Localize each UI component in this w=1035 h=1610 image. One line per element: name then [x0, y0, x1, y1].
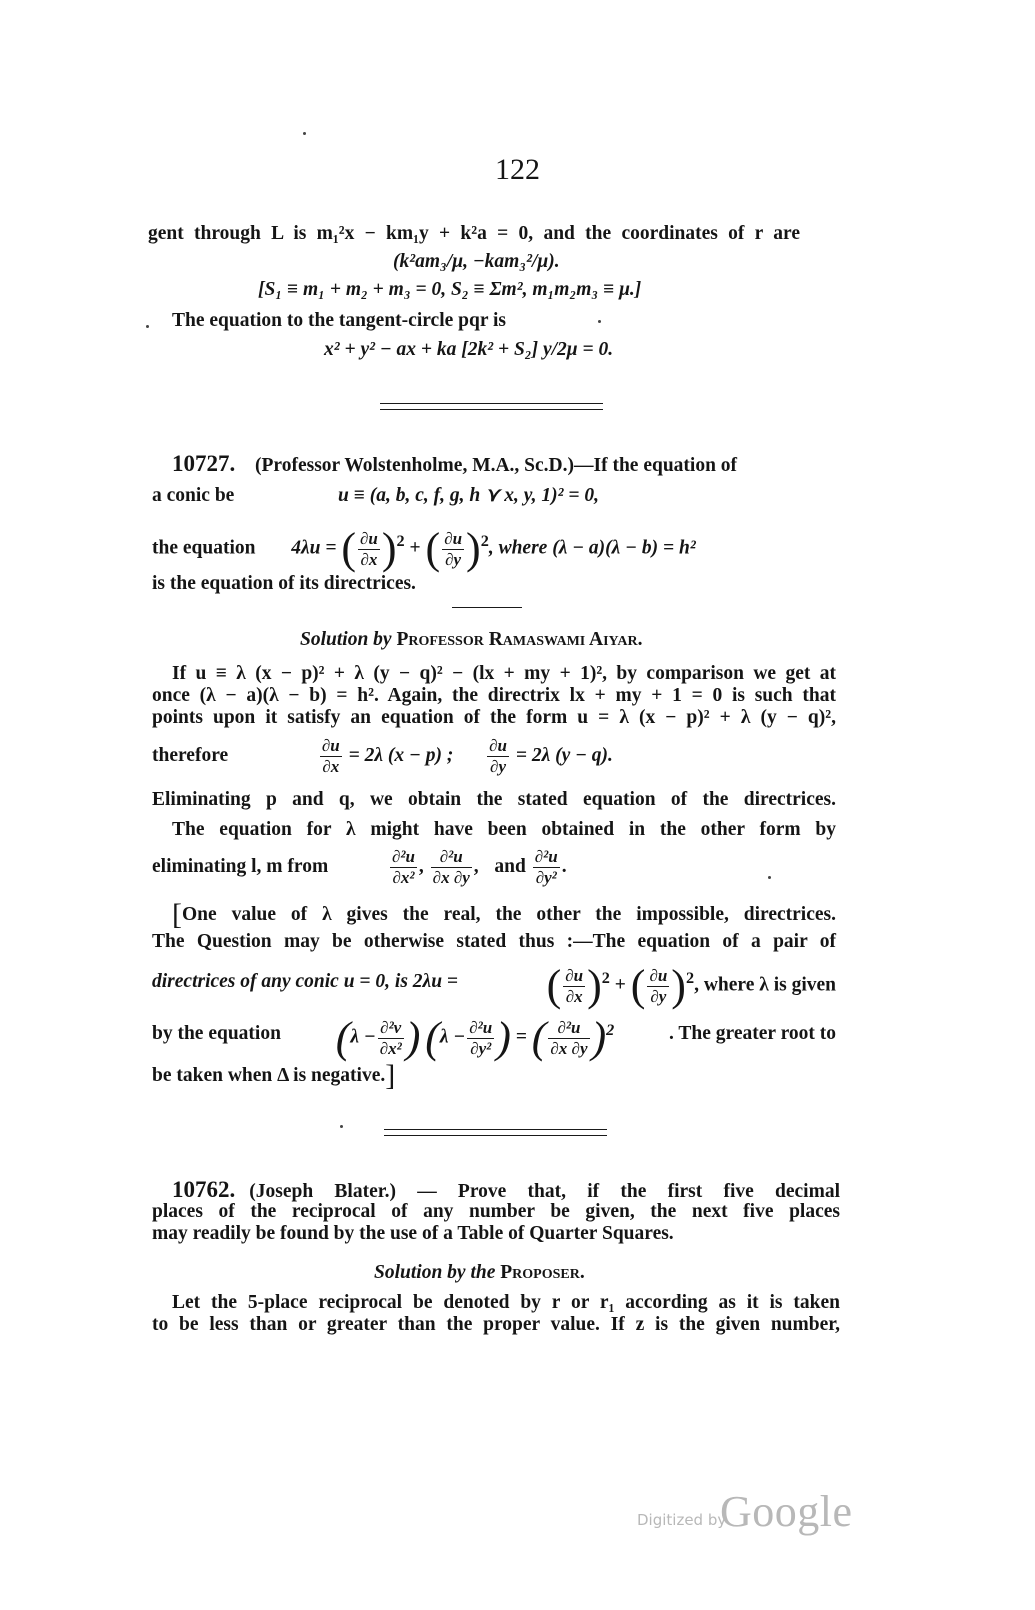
- speck: [340, 1125, 343, 1128]
- partial-derivative-line: therefore $\frac{\partial u}{\partial x}$ = 2λ (x − p) ; $\frac{\partial u}{\partial y}$ = 2λ (y − q).: [152, 736, 613, 777]
- double-rule: [384, 1129, 607, 1130]
- elimination-line: eliminating l, m from $\frac{\text{∂²u}}{\text{∂x²}}$ , $\frac{\text{∂²u}}{\partial x \partial y}$ , and $\frac{\text{∂²u}}{\text{∂y²}}$ .: [152, 847, 567, 888]
- math-line: (k²am₃/μ, −kam₃²/μ).: [393, 251, 560, 272]
- math-line: [S₁ ≡ m₁ + m₂ + m₃ = 0, S₂ ≡ Σm², m₁m₂m₃ ≡ μ.]: [258, 279, 642, 300]
- text-line: places of the reciprocal of any number be given, the next five places: [152, 1201, 840, 1222]
- text-line: to be less than or greater than the proper value. If z is the given number,: [152, 1314, 840, 1335]
- text-line: Let the 5-place reciprocal be denoted by r or r₁ according as it is taken: [172, 1292, 840, 1313]
- math-fragment: 4λu =: [291, 537, 337, 559]
- speck: [146, 325, 149, 328]
- speck: [303, 132, 306, 135]
- text-fragment: the equation: [152, 537, 256, 559]
- text-line: a conic be: [152, 485, 235, 506]
- text-line: The equation to the tangent-circle pqr is: [172, 310, 507, 331]
- question-10727-header: [172, 452, 737, 478]
- speck: [598, 320, 601, 323]
- text-line: The equation for λ might have been obtained in the other form by: [172, 819, 836, 840]
- text-line: The Question may be otherwise stated thus :—The equation of a pair of: [152, 931, 836, 952]
- question-10762-header: 10762. (Joseph Blater.) — Prove that, if the first five decimal: [172, 1177, 840, 1202]
- note-equation-line: directrices of any conic u = 0, is 2λu = ( $\frac{\partial u}{\partial x}$ )$^2$ + ( $\frac{\partial u}{\partial y}$ )$^2$, where λ is given: [152, 961, 836, 1011]
- text-line: once (λ − a)(λ − b) = h². Again, the directrix lx + my + 1 = 0 is such that: [152, 685, 836, 706]
- digitized-by-google-watermark: [632, 1484, 853, 1544]
- solution-heading: Solution by Professor Ramaswami Aiyar.: [300, 629, 643, 650]
- watermark-small-text: Digitized by: [637, 1511, 727, 1529]
- solution-heading: Solution by the Proposer.: [374, 1262, 585, 1283]
- double-rule: [380, 409, 603, 410]
- text-line: Eliminating p and q, we obtain the stated equation of the directrices.: [152, 789, 836, 810]
- double-rule: [380, 403, 603, 404]
- text-line: If u ≡ λ (x − p)² + λ (y − q)² − (lx + my + 1)², by comparison we get at: [172, 663, 836, 684]
- question-author: (Professor Wolstenholme, M.A., Sc.D.)—If the equation of: [255, 455, 738, 476]
- tangent-circle-equation: x² + y² − ax + ka [2k² + S₂] y/2μ = 0.: [324, 339, 614, 360]
- google-logo: Google: [720, 1487, 853, 1536]
- note-line: [ One value of λ gives the real, the other the impossible, directrices.: [172, 898, 836, 931]
- conic-equation: u ≡ (a, b, c, f, g, h ⋎ x, y, 1)² = 0,: [338, 485, 599, 506]
- short-rule: [452, 607, 522, 608]
- double-rule: [384, 1135, 607, 1136]
- question-number: 10727.: [172, 451, 236, 476]
- page-number: 122: [495, 153, 540, 186]
- speck: [768, 876, 771, 879]
- directrices-equation-line: the equation 4λu = ( $\frac{\partial u}{\partial x}$ )$^2$ + ( $\frac{\partial u}{\partial y}$ )$^2$, where (λ − a)(λ − b) = h²: [152, 524, 696, 574]
- note-end-line: be taken when Δ is negative.]: [152, 1059, 396, 1092]
- text-line: points upon it satisfy an equation of the form u = λ (x − p)² + λ (y − q)²,: [152, 707, 836, 728]
- text-line: is the equation of its directrices.: [152, 573, 416, 594]
- math-fragment: , where (λ − a)(λ − b) = h²: [488, 537, 696, 559]
- text-line: may readily be found by the use of a Table of Quarter Squares.: [152, 1223, 674, 1244]
- text-line: gent through L is m₁²x − km₁y + k²a = 0, and the coordinates of r are: [148, 223, 800, 244]
- lambda-equation-line: by the equation (λ − $\frac{\text{∂²v}}{\text{∂x²}}$ ) (λ − $\frac{\text{∂²u}}{\text{∂y²}}$ ) = ( $\frac{\text{∂²u}}{\partial x \partial y}$ )$^2$ . The greater root to: [152, 1013, 836, 1063]
